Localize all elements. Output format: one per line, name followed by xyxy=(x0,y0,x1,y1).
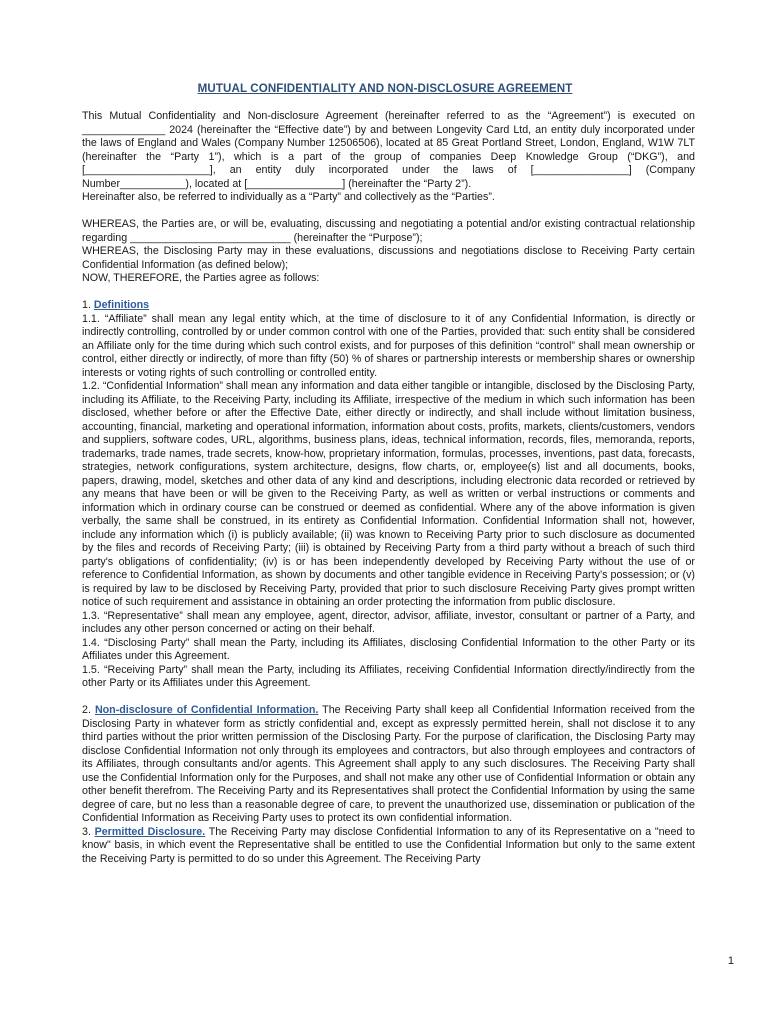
non-disclosure-heading: Non-disclosure of Confidential Information. xyxy=(94,704,319,716)
page-number: 1 xyxy=(727,955,734,967)
clause-1-4: 1.4. “Disclosing Party” shall mean the Party, including its Affiliates, disclosing Confidential Information to the other Party or its Affiliates under this Agreement. xyxy=(82,636,695,662)
intro-paragraph: This Mutual Confidentiality and Non-disclosure Agreement (hereinafter referred to as the “Agreement”) is executed on ______________ 2024 (hereinafter the “Effective date”) by and between Longevity Card Ltd, an entity duly incorporated under the laws of England and Wales (Company Number 12506506), located at 85 Great Portland Street, London, England, W1W 7LT (hereinafter the “Party 1”), which is a part of the group of companies Deep Knowledge Group (“DKG”), and [_____________________], an entity duly incorporated under the laws of [________________] (Company Number___________), located at [________________] (hereinafter the “Party 2”). xyxy=(82,110,695,190)
section-1-heading xyxy=(82,299,695,313)
spacer xyxy=(82,286,695,300)
document-title: MUTUAL CONFIDENTIALITY AND NON-DISCLOSURE AGREEMENT xyxy=(197,82,573,95)
clause-1-3: 1.3. “Representative” shall mean any employee, agent, director, advisor, affiliate, investor, consultant or partner of a Party, and includes any other person concerned or acting on their behalf. xyxy=(82,609,695,635)
now-therefore-paragraph: NOW, THEREFORE, the Parties agree as follows: xyxy=(82,272,320,284)
spacer xyxy=(82,205,695,219)
whereas-paragraph-2: WHEREAS, the Disclosing Party may in these evaluations, discussions and negotiations disclose to Receiving Party certain Confidential Information (as defined below); xyxy=(82,245,695,271)
definitions-heading: Definitions xyxy=(93,299,150,311)
permitted-disclosure-heading: Permitted Disclosure. xyxy=(94,825,206,838)
parties-paragraph: Hereinafter also, be referred to individually as a “Party” and collectively as the “Parties”. xyxy=(82,191,495,203)
spacer xyxy=(82,691,695,705)
section-3-text: The Receiving Party may disclose Confidential Information to any of its Representative on a "need to know" basis, in which event the Representative shall be entitled to use the Confidential Information but only to the same extent the Receiving Party is permitted to do so under this Agreement. The Receiving Party xyxy=(82,825,695,865)
clause-1-1: 1.1. “Affiliate” shall mean any legal entity which, at the time of disclosure to it of any Confidential Information, is directly or indirectly controlling, controlled by or under common control with one of the Parties, provided that: such entity shall be considered an Affiliate only for the time during which such control exists, and for purposes of this definition “control” shall mean ownership or control, either directly or indirectly, of more than fifty (50) % of shares or partnership interests or membership shares or ownership interests or voting rights of such controlling or controlled entity. xyxy=(82,312,695,379)
clause-1-2: 1.2. “Confidential Information” shall mean any information and data either tangible or intangible, disclosed by the Disclosing Party, including its Affiliate, to the Receiving Party, including its Affiliate, irrespective of the medium in which such information has been disclosed, whether before or after the Effective Date, either directly or indirectly, and shall include without limitation business, accounting, financial, marketing and operational information, information about costs, profits, markets, clients/customers, vendors and suppliers, software codes, URL, algorithms, business plans, ideas, technical information, records, files, memoranda, reports, trademarks, trade names, trade secrets, know-how, proprietary information, formulas, processes, inventions, past data, forecasts, strategies, network configurations, system architecture, designs, flow charts, or, employee(s) list and all documents, books, papers, drawing, model, sketches and other data of any kind and descriptions, including electronic data recorded or retrieved by any means that have been or will be given to the Receiving Party, as well as written or verbal instructions or comments and information which in ordinary course can be construed or deemed as confidential. Where any of the above information is given verbally, the same shall be construed, in its entirety as Confidential Information. Confidential Information shall not, however, include any information which (i) is publicly available; (ii) was known to Receiving Party prior to such disclosure as documented by the files and records of Receiving Party; (iii) is obtained by Receiving Party from a third party without a breach of such third party's obligations of confidentiality; (iv) is or has been independently developed by Receiving Party without the use of or reference to Confidential Information, as shown by documents and other tangible evidence in Receiving Party’s possession; or (v) is required by law to be disclosed by Receiving Party, provided that prior to such disclosure Receiving Party gives prompt written notice of such requirement and assistance in obtaining an order protecting the information from public disclosure. xyxy=(82,380,695,608)
whereas-paragraph-1: WHEREAS, the Parties are, or will be, evaluating, discussing and negotiating a potential and/or existing contractual relationship regarding ___________________________ (hereinafter the “Purpose”); xyxy=(82,218,695,244)
clause-1-5: 1.5. “Receiving Party” shall mean the Party, including its Affiliates, receiving Confidential Information directly/indirectly from the other Party or its Affiliates under this Agreement. xyxy=(82,663,695,689)
section-2-paragraph xyxy=(82,704,695,826)
section-3-number: 3. xyxy=(82,825,95,838)
section-2-text: The Receiving Party shall keep all Confidential Information received from the Disclosing Party in whatever form as strictly confidential and, except as expressly permitted herein, shall not disclose it to any third parties without the prior written permission of the Disclosing Party. For the purpose of clarification, the Disclosing Party may disclose Confidential Information not only through its employees and contractors, but also through employees and contractors of its Affiliates, through consultants and/or agents. This Agreement shall apply to any such disclosures. The Receiving Party shall use the Confidential Information only for the Purposes, and shall not make any other use of Confidential Information or obtain any other benefit therefrom. The Receiving Party and its Representatives shall protect the Confidential Information by using the same degree of care, but no less than a reasonable degree of care, to prevent the unauthorized use, dissemination or publication of the Confidential Information as Receiving Party uses to protect its own confidential information. xyxy=(82,704,695,824)
document-body xyxy=(82,110,695,866)
section-2-number: 2. xyxy=(82,704,95,716)
section-1-number: 1. xyxy=(82,299,94,311)
section-3-paragraph xyxy=(82,826,695,867)
